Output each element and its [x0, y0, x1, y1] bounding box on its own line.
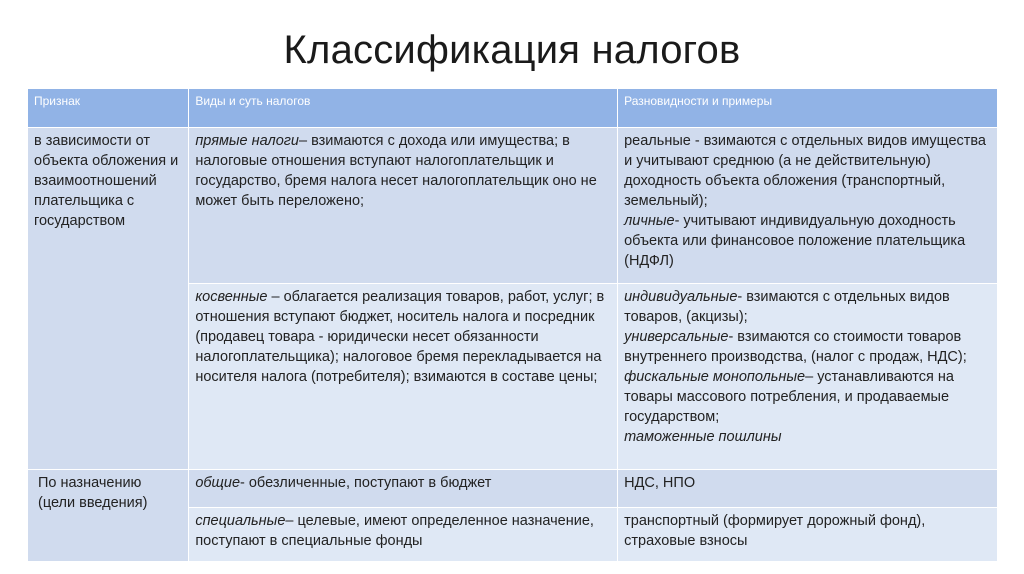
tax-classification-table — [27, 88, 998, 562]
general-examples-cell — [618, 470, 998, 508]
table-row — [28, 470, 998, 508]
general-taxes-cell — [189, 470, 618, 508]
direct-examples-cell — [618, 128, 998, 284]
special-taxes-cell — [189, 508, 618, 562]
real-taxes-text: реальные - взимаются с отдельных видов имущества и учитывают среднюю (а не действительную) доходность объекта обложения (транспортный, земельный); — [624, 133, 987, 209]
indirect-taxes-term: косвенные — [195, 289, 268, 305]
individual-taxes-term: индивидуальные — [624, 289, 738, 305]
fiscal-monopoly-text: – устанавливаются на товары массового потребления, и продаваемые государством; — [624, 369, 954, 425]
special-taxes-text: – целевые, имеют определенное назначение, поступают в специальные фонды — [195, 513, 594, 549]
universal-taxes-item — [624, 327, 991, 367]
personal-taxes-item — [624, 211, 991, 271]
individual-taxes-text: - взимаются с отдельных видов товаров, (акцизы); — [624, 289, 950, 325]
table-header-row — [28, 89, 998, 128]
personal-taxes-text: - учитывают индивидуальную доходность объекта или финансовое положение плательщика (НДФЛ) — [624, 213, 966, 269]
table-row — [28, 128, 998, 284]
indirect-examples-cell — [618, 284, 998, 470]
criterion-purpose-text: По назначению (цели введения) — [38, 475, 148, 511]
criterion-purpose-cell — [28, 470, 189, 562]
customs-duties-term: таможенные пошлины — [624, 429, 782, 445]
general-taxes-term: общие — [195, 475, 241, 491]
fiscal-monopoly-term: фискальные монопольные — [624, 369, 806, 385]
special-examples-text: транспортный (формирует дорожный фонд), страховые взносы — [624, 513, 926, 549]
fiscal-monopoly-item — [624, 367, 991, 427]
special-taxes-term: специальные — [195, 513, 286, 529]
header-types: Виды и суть налогов — [189, 89, 618, 128]
header-examples: Разновидности и примеры — [618, 89, 998, 128]
criterion-object-text: в зависимости от объекта обложения и взаимоотношений плательщика с государством — [34, 133, 179, 229]
individual-taxes-item — [624, 287, 991, 327]
general-examples-text: НДС, НПО — [624, 475, 696, 491]
universal-taxes-term: универсальные — [624, 329, 729, 345]
special-examples-cell — [618, 508, 998, 562]
page-title: Классификация налогов — [283, 28, 741, 72]
indirect-taxes-cell — [189, 284, 618, 470]
general-taxes-text: - обезличенные, поступают в бюджет — [240, 475, 492, 491]
direct-taxes-term: прямые налоги — [195, 133, 299, 149]
criterion-object-cell — [28, 128, 189, 470]
direct-taxes-text: – взимаются с дохода или имущества; в налоговые отношения вступают налогоплательщик и государство, бремя налога несет налогоплательщик оно не может быть переложено; — [195, 133, 597, 209]
header-criterion: Признак — [28, 89, 189, 128]
indirect-taxes-text: – облагается реализация товаров, работ, услуг; в отношения вступают бюджет, носитель налога и посредник (продавец товара - юридически несет обязанности налогоплательщика); налоговое бремя перекладывается на носителя налога (потребителя); взимаются в составе цены; — [195, 289, 605, 385]
direct-taxes-cell — [189, 128, 618, 284]
personal-taxes-term: личные — [624, 213, 675, 229]
universal-taxes-text: - взимаются со стоимости товаров внутреннего производства, (налог с продаж, НДС); — [624, 329, 967, 365]
